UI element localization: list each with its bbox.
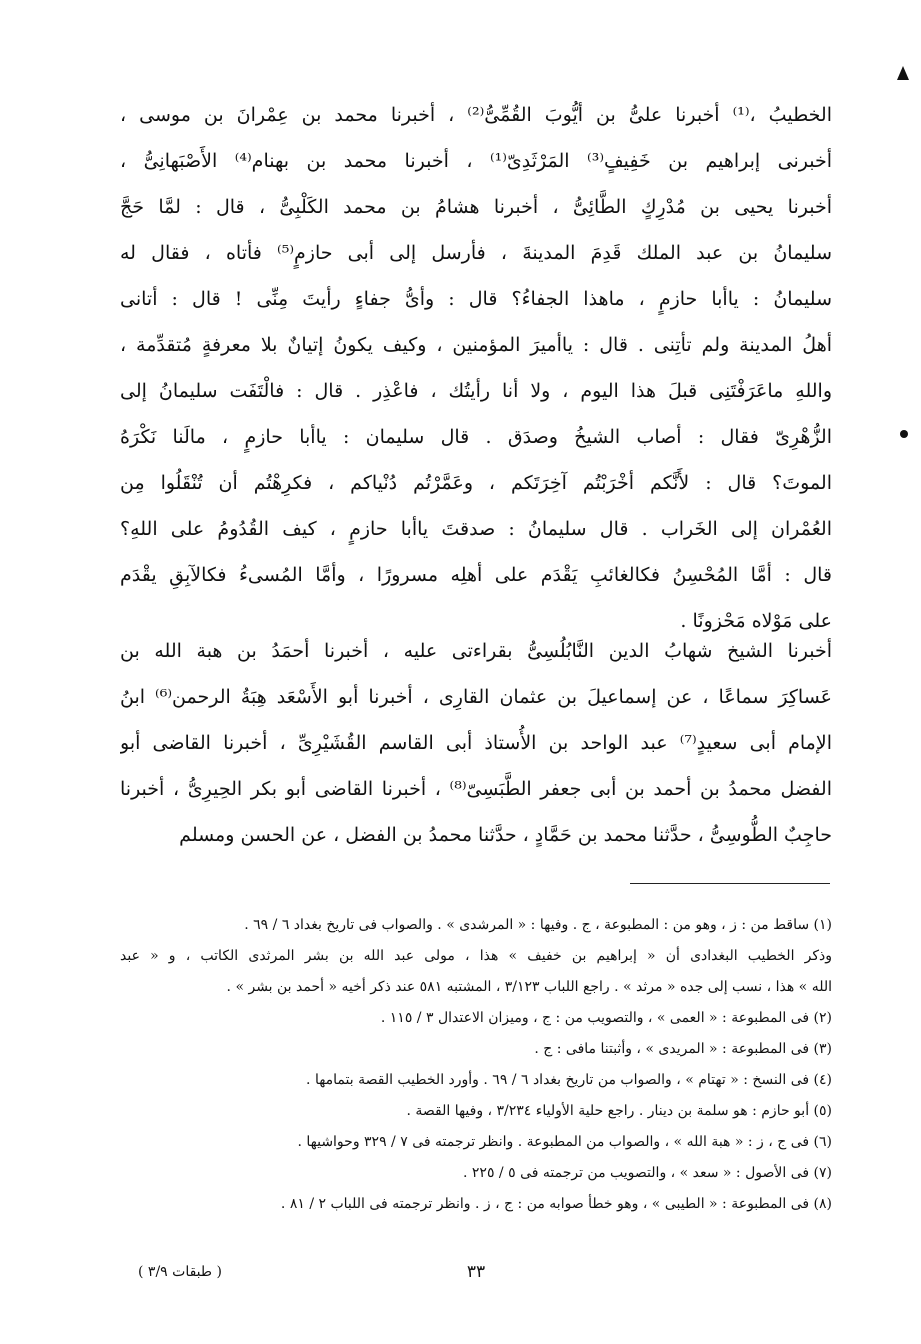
text-line: قال : أمَّا المُحْسِنُ فكالغائبِ يَقْدَم على أهلِه مسرورًا ، وأمَّا المُسىءُ فكالآبِقِ يقْدَم — [120, 564, 832, 586]
footnote-line: (٤) فى النسخ : « تهتام » ، والصواب من تاريخ بغداد ٦ / ٦٩ . وأورد الخطيب القصة بتمامها . — [306, 1072, 832, 1088]
text-line: عَساكِرَ سماعًا ، عن إسماعيلَ بن عثمان القارِى ، أخبرنا أبو الأَسْعَد هِبَةُ الرحمن⁽⁶⁾ ابنُ — [120, 686, 832, 708]
text-line: حاجِبٌ الطُّوسِىُّ ، حدَّثنا محمد بن حَمَّادٍ ، حدَّثنا محمدُ بن الفضل ، عن الحسن ومسلم — [179, 824, 832, 846]
footnote-separator — [630, 883, 830, 884]
text-line: الفضل محمدُ بن أحمد بن أبى جعفر الطَّبَسِىّ⁽⁸⁾ ، أخبرنا القاضى أبو بكر الحِيرِىُّ ، أخبرنا — [120, 778, 832, 800]
footnote-line: (٢) فى المطبوعة : « العمى » ، والتصويب من : ج ، وميزان الاعتدال ٣ / ١١٥ . — [380, 1010, 832, 1026]
isnad-paragraph — [120, 628, 832, 858]
text-line: سليمانُ : ياأبا حازمٍ ، ماهذا الجفاءُ؟ قال : وأىُّ جفاءٍ رأيتَ مِنِّى ! قال : أتانى — [120, 288, 832, 310]
text-line: الخطيبُ ،⁽¹⁾ أخبرنا علىُّ بن أيُّوبَ القُمِّىُّ⁽²⁾ ، أخبرنا محمد بن عِمْرانَ بن موسى ، — [120, 104, 832, 126]
footnote-line: الله » هذا ، نسب إلى جده « مرثد » . راجع اللباب ٣/١٢٣ ، المشتبه ٥٨١ عند ذكر أخيه « أحمد بن بشر » . — [226, 979, 832, 995]
main-paragraph — [120, 92, 832, 644]
text-line: العُمْران إلى الخَراب . قال سليمانُ : صدقتَ ياأبا حازمٍ ، كيف القُدُومُ على اللهِ؟ — [120, 518, 832, 540]
text-line: الموتَ؟ قال : لأَنَّكم أخْرَبْتُم آخِرَتَكم ، وعَمَّرْتُم دُنْياكم ، فكرِهْتُم أن تُنْقَلُوا مِن — [120, 472, 832, 494]
text-line: سليمانُ بن عبد الملك قَدِمَ المدينةَ ، فأرسل إلى أبى حازمٍ⁽⁵⁾ فأتاه ، فقال له — [120, 242, 832, 264]
text-line: أخبرنى إبراهيم بن خَفِيفٍ⁽³⁾ المَرْثَدِىّ⁽¹⁾ ، أخبرنا محمد بن بهنام⁽⁴⁾ الأَصْبَهانِىُّ ، — [120, 150, 832, 172]
footnote-line: (٣) فى المطبوعة : « المريدى » ، وأثبتنا مافى : ج . — [534, 1041, 832, 1057]
text-line: واللهِ ماعَرَفْتَنِى قبلَ هذا اليوم ، ولا أنا رأيتُك ، فاعْذِر . قال : فالْتَفَت سليمانُ إلى — [120, 380, 832, 402]
text-line: الإمام أبى سعيدٍ⁽⁷⁾ عبد الواحد بن الأُستاذ أبى القاسم القُشَيْرِىِّ ، أخبرنا القاضى أبو — [120, 732, 832, 754]
page-footer — [120, 1262, 832, 1286]
text-line: أخبرنا يحيى بن مُدْرِكٍ الطَّائِىُّ ، أخبرنا هشامُ بن محمد الكَلْبِىُّ ، قال : لمَّا حَجَّ — [120, 196, 832, 218]
footnote-line: (٦) فى ج ، ز : « هبة الله » ، والصواب من المطبوعة . وانظر ترجمته فى ٧ / ٣٢٩ وحواشيها . — [297, 1134, 832, 1150]
text-line: على مَوْلاه مَحْزونًا . — [680, 610, 832, 632]
text-line: الزُّهْرِىّ فقال : أصاب الشيخُ وصدَق . قال سليمان : ياأبا حازمٍ ، مالَنا نَكْرَهُ — [120, 426, 832, 448]
margin-mark-icon — [897, 66, 909, 80]
footnote-line: وذكر الخطيب البغدادى أن « إبراهيم بن خفيف » هذا ، مولى عبد الله بن بشر المرثدى الكاتب ، و « عبد — [120, 948, 832, 964]
page-number: ٣٣ — [466, 1262, 486, 1282]
footnote-line: (١) ساقط من : ز ، وهو من : المطبوعة ، ج . وفيها : « المرشدى » . والصواب فى تاريخ بغداد ٦ / ٦٩ . — [244, 917, 832, 933]
text-line: أخبرنا الشيخ شهابُ الدين النَّابُلُسِىُّ بقراءتى عليه ، أخبرنا أحمَدُ بن هبة الله بن — [120, 640, 832, 662]
volume-reference: ( طبقات ٣/٩ ) — [138, 1264, 222, 1280]
footnote-line: (٨) فى المطبوعة : « الطيبى » ، وهو خطأ صوابه من : ج ، ز . وانظر ترجمته فى اللباب ٢ / ٨١ . — [280, 1196, 832, 1212]
margin-dot-icon — [900, 430, 908, 438]
footnotes — [120, 910, 832, 1220]
footnote-line: (٥) أبو حازم : هو سلمة بن دينار . راجع حلية الأولياء ٣/٢٣٤ ، وفيها القصة . — [406, 1103, 832, 1119]
text-line: أهلُ المدينة ولم تأتِنى . قال : ياأميرَ المؤمنين ، وكيف يكونُ إتيانٌ بلا معرفةٍ مُتقدِّمة ، — [120, 334, 832, 356]
footnote-line: (٧) فى الأصول : « سعد » ، والتصويب من ترجمته فى ٥ / ٢٢٥ . — [463, 1165, 832, 1181]
